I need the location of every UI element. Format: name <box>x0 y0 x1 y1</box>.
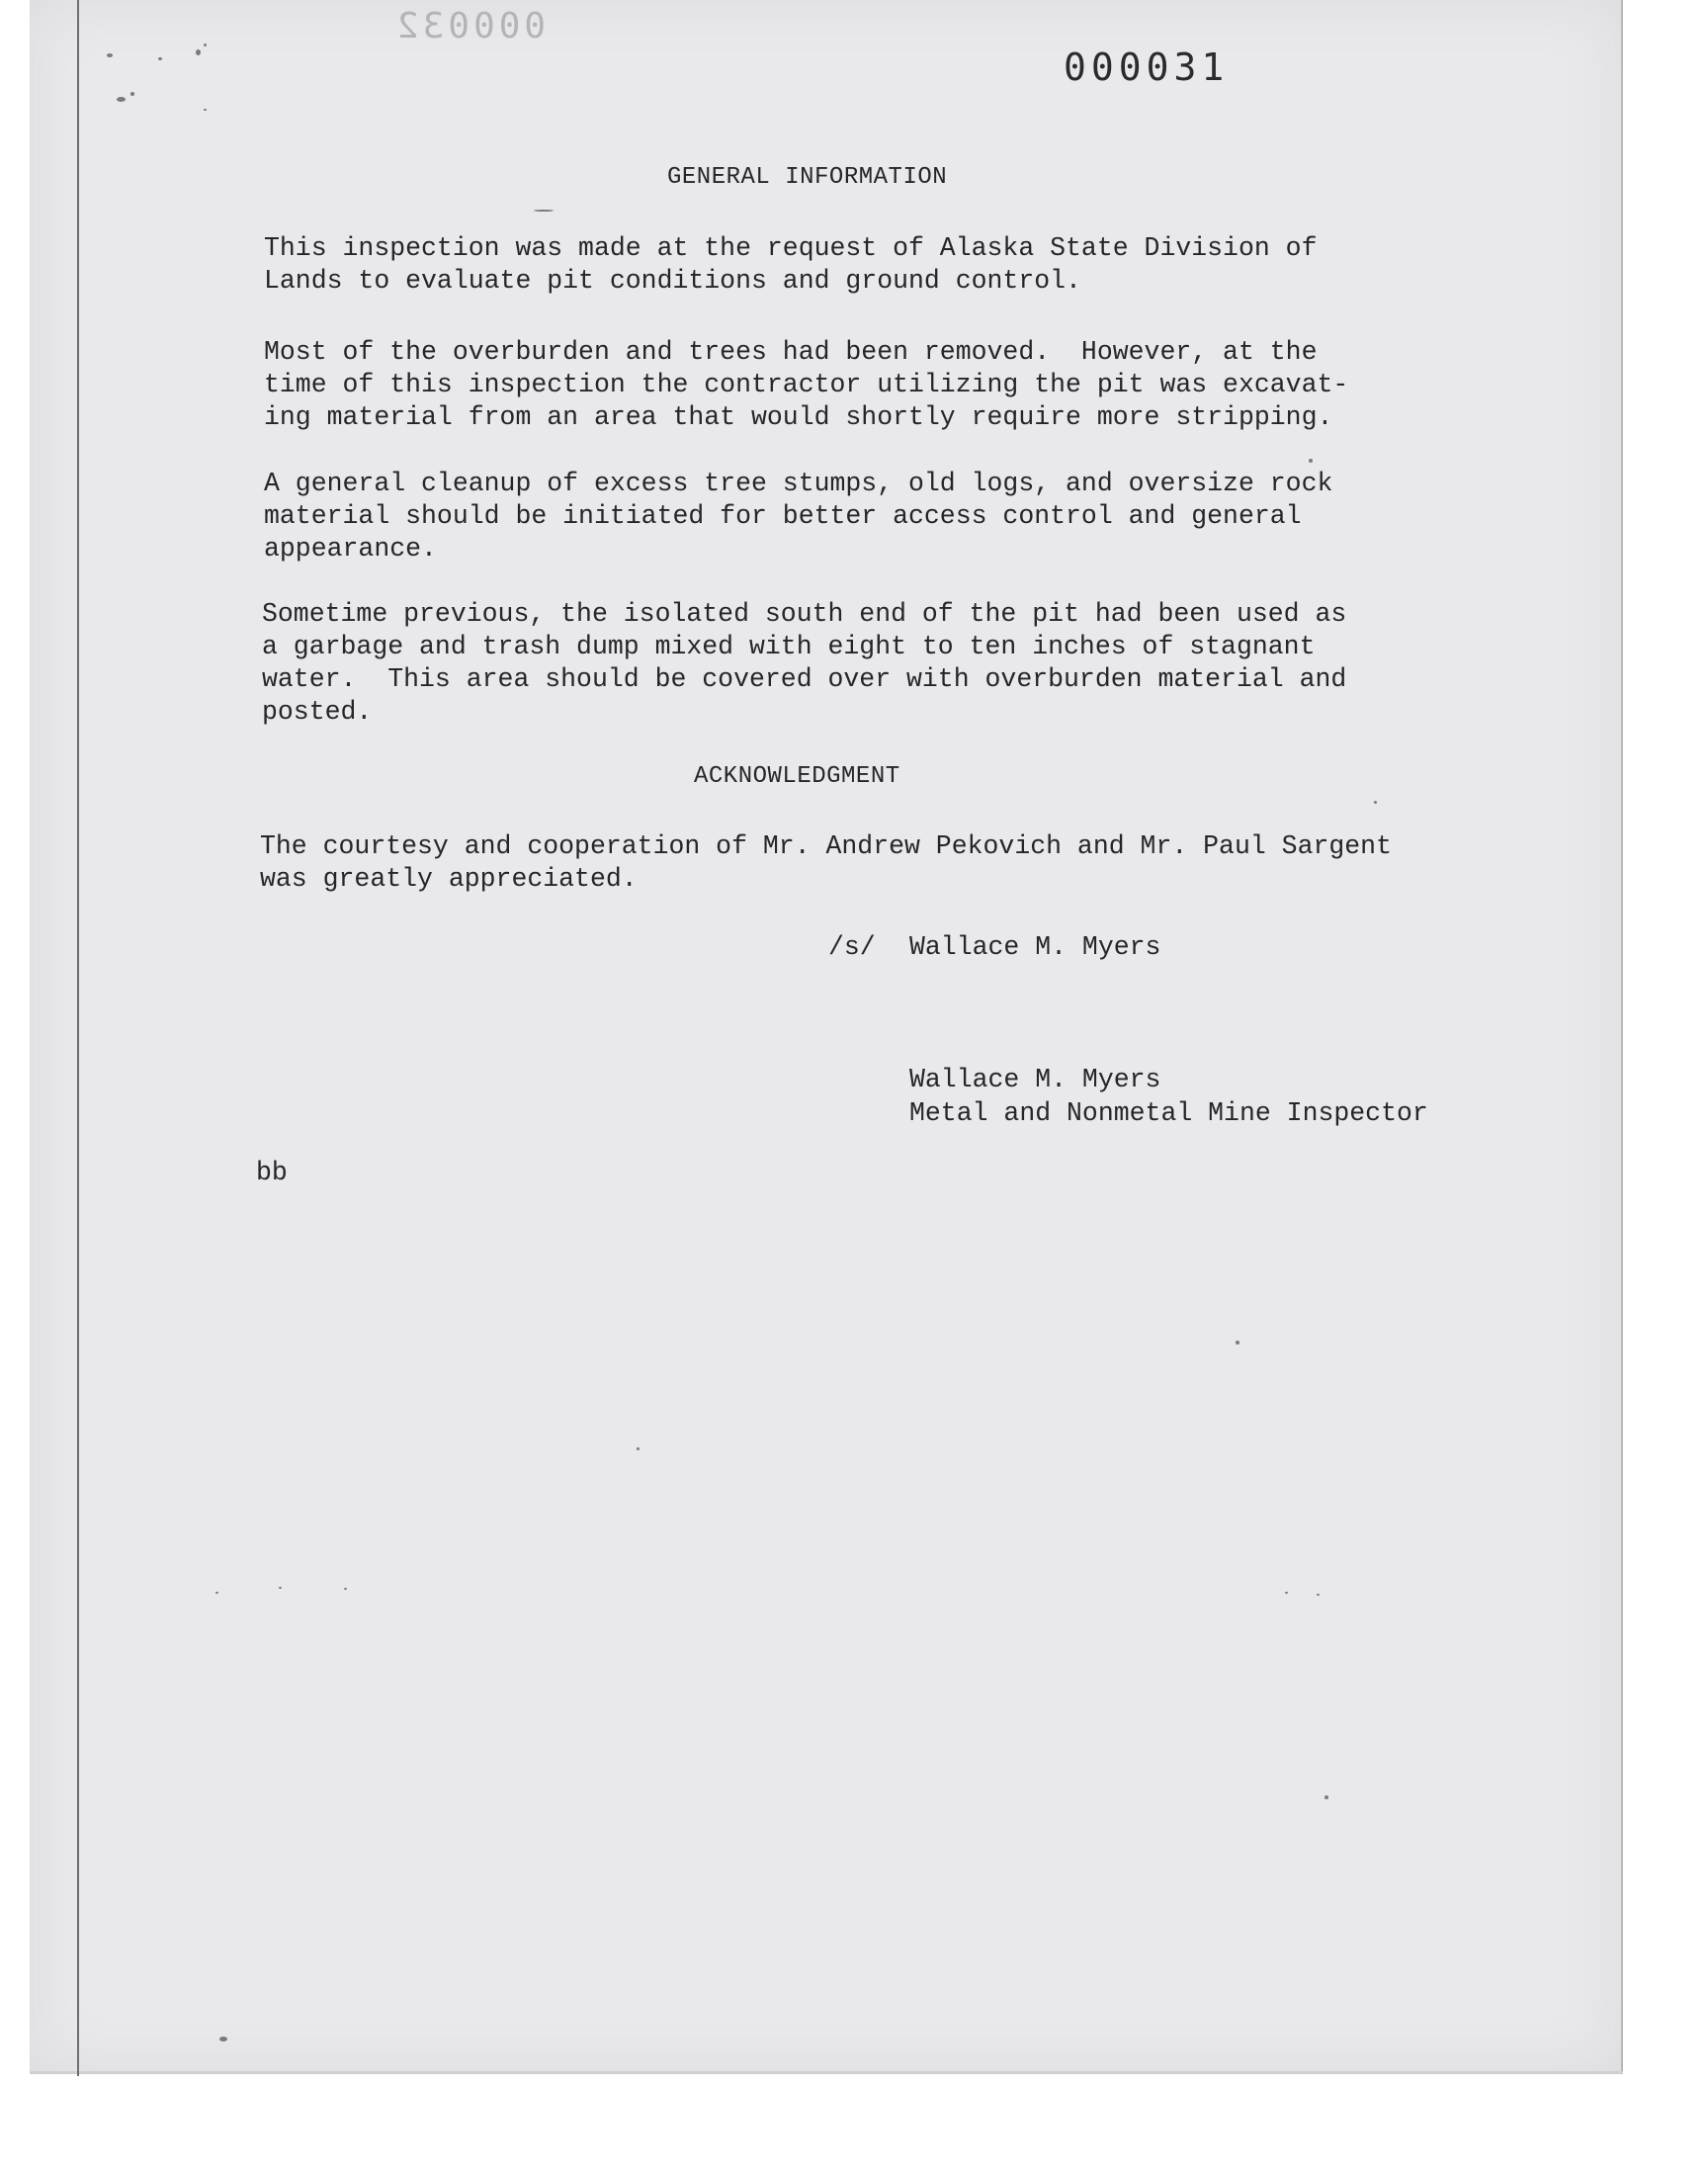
paragraph-garbage-dump <box>262 598 1346 729</box>
signed-name: Wallace M. Myers <box>909 932 1161 962</box>
paragraph-line: water. This area should be covered over with overburden material and <box>262 664 1347 694</box>
paragraph-line: ing material from an area that would shortly require more stripping. <box>264 402 1333 432</box>
paragraph-line: Most of the overburden and trees had been removed. However, at the <box>264 337 1318 367</box>
paragraph-line: This inspection was made at the request of Alaska State Division of <box>264 233 1318 263</box>
paragraph-overburden <box>264 336 1348 434</box>
signatory-name: Wallace M. Myers <box>909 1065 1161 1094</box>
paragraph-line: A general cleanup of excess tree stumps, old logs, and oversize rock <box>264 469 1333 498</box>
acknowledgment-heading: ACKNOWLEDGMENT <box>694 763 900 790</box>
paragraph-cleanup <box>264 468 1332 566</box>
page-edge <box>30 2071 1623 2074</box>
signatory-title: Metal and Nonmetal Mine Inspector <box>909 1098 1428 1128</box>
paragraph-line: appearance. <box>264 534 437 564</box>
paragraph-line: Lands to evaluate pit conditions and ground control. <box>264 266 1081 296</box>
paragraph-line: material should be initiated for better access control and general <box>264 501 1302 531</box>
general-information-heading: GENERAL INFORMATION <box>667 164 948 191</box>
paragraph-line: posted. <box>262 697 373 727</box>
paragraph-line: time of this inspection the contractor utilizing the pit was excavat- <box>264 370 1349 399</box>
typist-initials: bb <box>256 1158 288 1187</box>
acknowledgment-paragraph <box>260 830 1392 896</box>
paragraph-line: was greatly appreciated. <box>260 864 638 894</box>
paragraph-line: The courtesy and cooperation of Mr. Andrew Pekovich and Mr. Paul Sargent <box>260 831 1392 861</box>
signed-prefix: /s/ <box>828 932 876 962</box>
binding-edge <box>77 0 79 2076</box>
scanned-page <box>30 0 1623 2071</box>
paragraph-line: Sometime previous, the isolated south end of the pit had been used as <box>262 599 1347 629</box>
paragraph-line: a garbage and trash dump mixed with eight to ten inches of stagnant <box>262 632 1316 661</box>
page-number-stamp: 000031 <box>1064 45 1230 89</box>
mirrored-page-stamp: 000032 <box>393 6 547 46</box>
paragraph-inspection-request <box>264 232 1317 298</box>
